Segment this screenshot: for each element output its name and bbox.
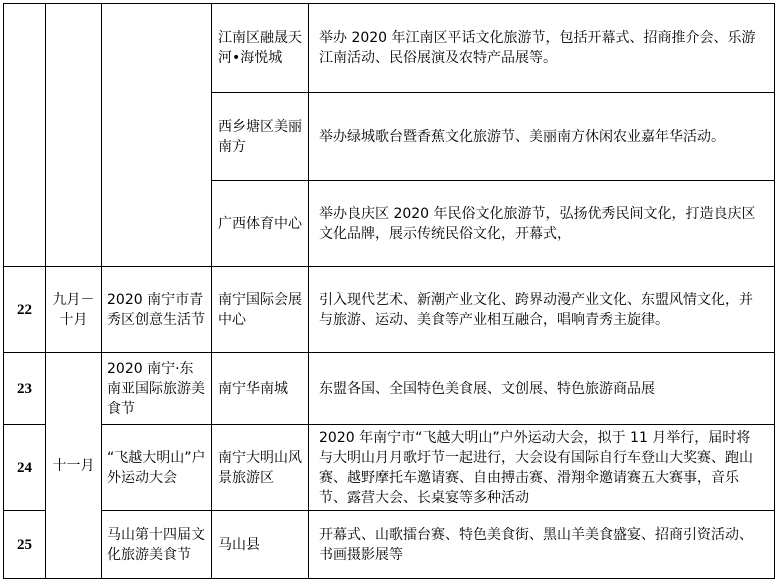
time-cell: 十一月 [46, 353, 102, 579]
venue-cell: 南宁大明山风景旅游区 [212, 425, 309, 511]
time-cell: 九月－十月 [46, 267, 102, 353]
content-cell: 2020 年南宁市“飞越大明山”户外运动大会，拟于 11 月举行，届时将与大明山月月歌圩节一起进行，大会设有国际自行车登山大奖赛、跑山赛、越野摩托车邀请赛、自由搏击赛、滑翔伞邀请赛五大赛事，音乐节、露营大会、长桌宴等多种活动 [309, 425, 775, 511]
venue-cell: 广西体育中心 [212, 181, 309, 267]
row-number-cell: 22 [4, 267, 46, 353]
content-cell: 东盟各国、全国特色美食展、文创展、特色旅游商品展 [309, 353, 775, 425]
event-name-cell: “飞越大明山”户外运动大会 [102, 425, 212, 511]
table-row [4, 425, 775, 511]
content-cell: 引入现代艺术、新潮产业文化、跨界动漫产业文化、东盟风情文化，并与旅游、运动、美食等产业相互融合，唱响青秀主旋律。 [309, 267, 775, 353]
table-row [4, 511, 775, 579]
content-cell: 举办绿城歌台暨香蕉文化旅游节、美丽南方休闲农业嘉年华活动。 [309, 93, 775, 181]
time-cell [46, 4, 102, 267]
table-row [4, 4, 775, 93]
row-number-cell: 24 [4, 425, 46, 511]
table-row [4, 353, 775, 425]
event-name-cell: 2020 南宁·东南亚国际旅游美食节 [102, 353, 212, 425]
event-schedule-table [3, 3, 775, 579]
venue-cell: 江南区融晟天河•海悦城 [212, 4, 309, 93]
content-cell: 举办良庆区 2020 年民俗文化旅游节，弘扬优秀民间文化，打造良庆区文化品牌，展示传统民俗文化，开幕式， [309, 181, 775, 267]
content-cell: 举办 2020 年江南区平话文化旅游节，包括开幕式、招商推介会、乐游江南活动、民俗展演及农特产品展等。 [309, 4, 775, 93]
row-number-cell: 25 [4, 511, 46, 579]
venue-cell: 马山县 [212, 511, 309, 579]
venue-cell: 南宁华南城 [212, 353, 309, 425]
table-row [4, 267, 775, 353]
row-number-cell: 23 [4, 353, 46, 425]
venue-cell: 西乡塘区美丽南方 [212, 93, 309, 181]
venue-cell: 南宁国际会展中心 [212, 267, 309, 353]
event-name-cell: 2020 南宁市青秀区创意生活节 [102, 267, 212, 353]
row-number-cell [4, 4, 46, 267]
event-name-cell [102, 4, 212, 267]
event-name-cell: 马山第十四届文化旅游美食节 [102, 511, 212, 579]
content-cell: 开幕式、山歌擂台赛、特色美食街、黑山羊美食盛宴、招商引资活动、书画摄影展等 [309, 511, 775, 579]
